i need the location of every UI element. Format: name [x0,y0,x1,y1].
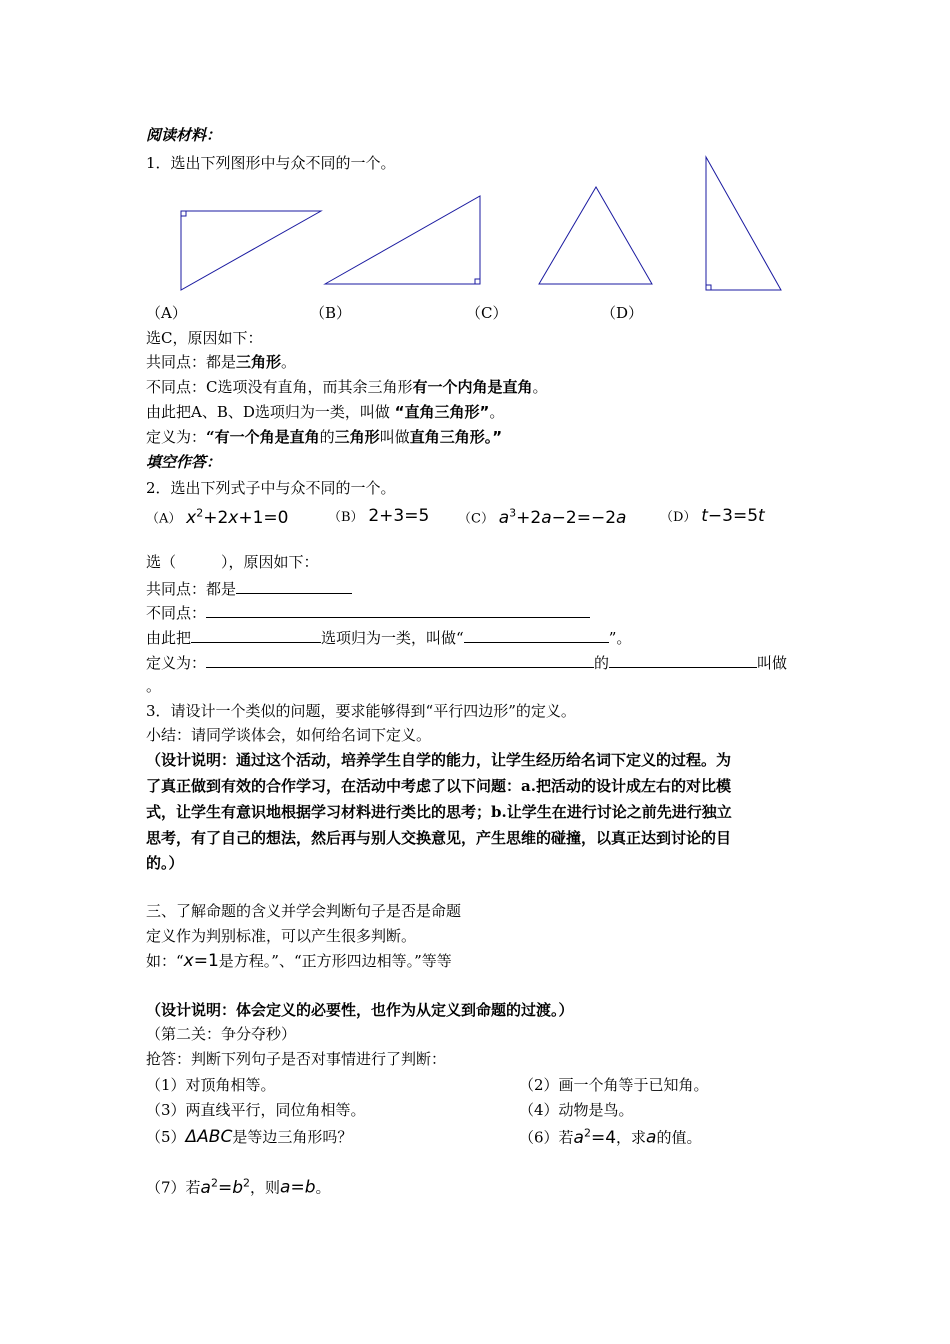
def-prefix: 定义为： [146,428,207,446]
option-b-label: （B） [328,510,364,525]
triangle-figures [0,0,950,320]
common-suffix: 。 [281,353,297,371]
summary-line: 小结：请同学谈体会，如何给名词下定义。 [146,726,432,744]
diff-blank[interactable] [206,601,590,618]
item-7 [146,1176,331,1198]
item-6 [519,1126,701,1148]
common-fill-label: 共同点：都是 [146,580,237,598]
def-fill-end: 。 [146,677,162,695]
option-c-label: （C） [458,511,494,527]
item-1: （1）对顶角相等。 [146,1076,276,1094]
group-fill-prefix: 由此把 [146,629,192,647]
fig-label-c: （C） [466,304,508,322]
design-note-1-line-2: 了真正做到有效的合作学习，在活动中考虑了以下问题：a.把活动的设计成左右的对比模 [146,777,731,795]
item-7-suffix: 。 [315,1178,331,1197]
item-5 [146,1126,352,1147]
question-2: 2．选出下列式子中与众不同的一个。 [146,479,396,497]
triangle-abc: ΔABC [185,1127,233,1147]
def-bold-2: 三角形 [334,428,380,446]
reading-heading: 阅读材料： [146,126,222,144]
option-b [328,506,429,526]
group-options-blank[interactable] [191,626,321,643]
item-6-prefix: （6）若 [519,1128,574,1147]
def-fill-suffix: 叫做 [757,654,788,672]
item-3: （3）两直线平行，同位角相等。 [146,1101,366,1119]
diff-bold: 有一个内角是直角 [412,378,533,396]
design-note-1-line-5: 的。） [146,854,184,872]
difference-point [146,377,548,397]
right-angle-mark-a [181,211,186,216]
group-prefix: 由此把A、B、D选项归为一类，叫做 [146,403,395,421]
def-blank-2[interactable] [609,651,757,668]
item-7-mid: ，则 [250,1178,281,1197]
right-angle-mark-d [706,285,711,290]
group-suffix: 。 [489,403,505,421]
design-note-1-line-3: 式，让学生有意识地根据学习材料进行类比的思考；b.让学生在进行讨论之前先进行独立 [146,803,732,821]
common-point [146,352,296,372]
equation-a-b: a=b [280,1177,316,1198]
fig-label-d: （D） [601,304,644,322]
common-prefix: 共同点：都是 [146,353,237,371]
fig-label-b: （B） [310,304,352,322]
equation-a: $x^2+2x+1=0$ [186,506,289,528]
item-5-suffix: 是等边三角形吗？ [232,1128,353,1146]
def-fill-line [146,651,787,673]
group-name-blank[interactable] [464,626,609,643]
def-fill-prefix: 定义为： [146,654,207,672]
option-d [660,506,765,526]
triangle-d [706,157,781,290]
definition-line [146,427,502,447]
def-bold-3: 直角三角形。” [409,428,503,446]
item-2: （2）画一个角等于已知角。 [519,1076,709,1094]
item-7-prefix: （7）若 [146,1178,201,1197]
diff-prefix: 不同点：C选项没有直角，而其余三角形 [146,378,413,396]
common-fill-line [146,577,352,599]
item-5-prefix: （5） [146,1128,186,1146]
item-4: （4）动物是鸟。 [519,1101,634,1119]
item-6-mid: ，求 [616,1128,647,1147]
diff-fill-label: 不同点： [146,604,207,622]
option-c [458,506,626,528]
diff-suffix: 。 [532,378,548,396]
triangle-b [325,196,480,284]
group-fill-suffix: ”。 [608,629,632,647]
equation-a2-b2: $a^2=b^2$ [200,1176,251,1198]
design-note-1-line-4: 思考，有了自己的想法，然后再与别人交换意见，产生思维的碰撞，以真正达到讨论的目 [146,829,732,847]
def-fill-mid: 的 [594,654,610,672]
common-blank[interactable] [236,577,352,594]
quick-answer-line: 抢答：判断下列句子是否对事情进行了判断： [146,1050,447,1068]
equation-c: $a^3+2a-2=-2a$ [498,506,627,528]
group-fill-mid: 选项归为一类，叫做“ [321,629,464,647]
group-fill-line [146,626,631,648]
def-mid-1: 的 [319,428,335,446]
def-mid-2: 叫做 [379,428,410,446]
variable-a: a [646,1127,657,1148]
example-mid: 是方程。”、“正方形四边相等。”等等 [218,952,452,970]
choose-line: 选（ ），原因如下： [146,553,319,571]
group-line [146,402,504,422]
answer-line: 选C，原因如下： [146,329,263,347]
item-6-suffix: 的值。 [656,1128,702,1147]
section-3-title: 三、了解命题的含义并学会判断句子是否是命题 [146,902,462,920]
design-note-2: （设计说明：体会定义的必要性，也作为从定义到命题的过渡。） [146,1001,574,1019]
example-equation: x=1 [183,951,219,971]
section-3-line-1: 定义作为判别标准，可以产生很多判断。 [146,927,417,945]
example-line [146,951,452,971]
common-bold: 三角形 [236,353,282,371]
option-a [146,506,288,528]
design-note-1-line-1: （设计说明：通过这个活动，培养学生自学的能力，让学生经历给名词下定义的过程。为 [146,751,732,769]
group-bold: “直角三角形” [394,403,490,421]
def-bold-1: “有一个角是直角 [206,428,320,446]
triangle-a [181,211,321,290]
def-blank-1[interactable] [206,651,594,668]
question-3: 3．请设计一个类似的问题，要求能够得到“平行四边形”的定义。 [146,702,576,720]
level-line: （第二关：争分夺秒） [146,1025,297,1043]
diff-fill-line [146,601,590,623]
fill-heading: 填空作答： [146,453,222,471]
option-a-label: （A） [146,511,182,527]
right-angle-mark-b [475,279,480,284]
option-d-label: （D） [660,510,697,525]
example-prefix: 如：“ [146,952,184,970]
equation-d: t−3=5t [701,506,765,526]
fig-label-a: （A） [146,304,187,322]
equation-b: 2+3=5 [368,506,430,526]
question-1: 1．选出下列图形中与众不同的一个。 [146,154,396,172]
triangle-c [539,187,652,284]
equation-a-squared-4: $a^2=4$ [573,1126,617,1148]
